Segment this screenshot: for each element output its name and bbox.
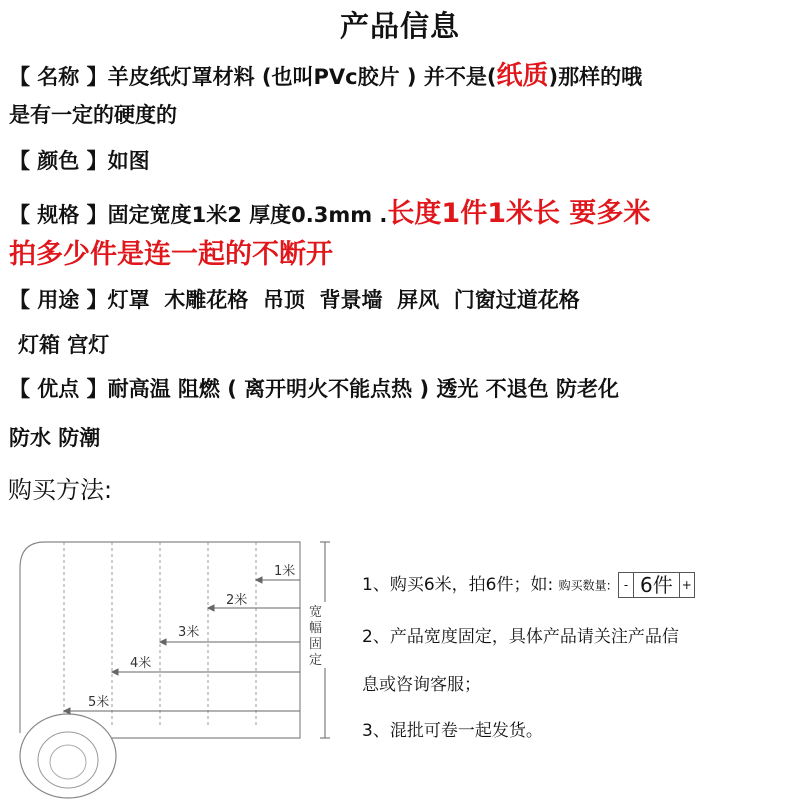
name-text: 羊皮纸灯罩材料 (也叫PVc胶片 ) 并不是( xyxy=(107,65,497,89)
quantity-minus: - xyxy=(623,578,629,592)
howto-heading: 购买方法: xyxy=(8,476,113,504)
step-2-cont: 息或咨询客服； xyxy=(362,675,481,695)
advantage-label: 【 优点 】 xyxy=(9,377,108,401)
name-text-end: )那样的哦 xyxy=(548,65,643,89)
page-title: 产品信息 xyxy=(339,9,460,43)
spec-line xyxy=(9,199,650,230)
step-1-text: 1、购买6米，拍6件；如: xyxy=(362,575,554,595)
quantity-label: 购买数量: xyxy=(558,578,611,593)
name-line xyxy=(9,61,642,92)
length-label-4m: 4米 xyxy=(130,656,152,671)
advantage-line xyxy=(9,374,619,404)
color-line xyxy=(9,146,150,176)
spec-text: 固定宽度1米2 厚度0.3mm . xyxy=(107,203,388,227)
usage-line-2: 灯箱 宫灯 xyxy=(18,333,110,357)
length-label-5m: 5米 xyxy=(88,695,110,710)
name-highlight: 纸质 xyxy=(496,61,549,91)
quantity-value: 6件 xyxy=(633,573,680,597)
roll-core xyxy=(50,745,86,779)
quantity-stepper xyxy=(618,572,695,598)
arrowhead xyxy=(160,639,166,645)
roll-diagram xyxy=(0,528,800,800)
arrowhead xyxy=(256,577,262,583)
arrowhead xyxy=(112,669,118,675)
usage-line xyxy=(9,285,580,315)
spec-highlight-1: 长度1件1米长 要多米 xyxy=(387,198,651,229)
usage-text: 灯罩 木雕花格 吊顶 背景墙 屏风 门窗过道花格 xyxy=(107,288,580,312)
name-line-2: 是有一定的硬度的 xyxy=(9,103,177,127)
length-label-2m: 2米 xyxy=(226,593,248,608)
length-label-1m: 1米 xyxy=(274,564,296,579)
quantity-plus: + xyxy=(681,578,692,592)
spec-highlight-2: 拍多少件是连一起的不断开 xyxy=(9,239,333,270)
step-1 xyxy=(362,570,695,598)
advantage-line-2: 防水 防潮 xyxy=(9,426,101,450)
arrowhead xyxy=(208,605,214,611)
width-label-char: 定 xyxy=(309,653,323,668)
width-label-char: 宽 xyxy=(309,605,323,620)
arrowhead xyxy=(64,708,70,714)
spec-line-2 xyxy=(9,240,333,271)
advantage-text: 耐高温 阻燃 ( 离开明火不能点热 ) 透光 不退色 防老化 xyxy=(107,377,619,401)
name-label: 【 名称 】 xyxy=(9,65,108,89)
width-label-char: 幅 xyxy=(309,621,323,636)
spec-label: 【 规格 】 xyxy=(9,203,108,227)
color-text: 如图 xyxy=(107,149,150,173)
length-label-3m: 3米 xyxy=(178,625,200,640)
width-label-char: 固 xyxy=(309,637,323,652)
step-3: 3、混批可卷一起发货。 xyxy=(362,721,543,741)
usage-label: 【 用途 】 xyxy=(9,288,108,312)
step-2: 2、产品宽度固定，具体产品请关注产品信 xyxy=(362,627,679,647)
color-label: 【 颜色 】 xyxy=(9,149,108,173)
